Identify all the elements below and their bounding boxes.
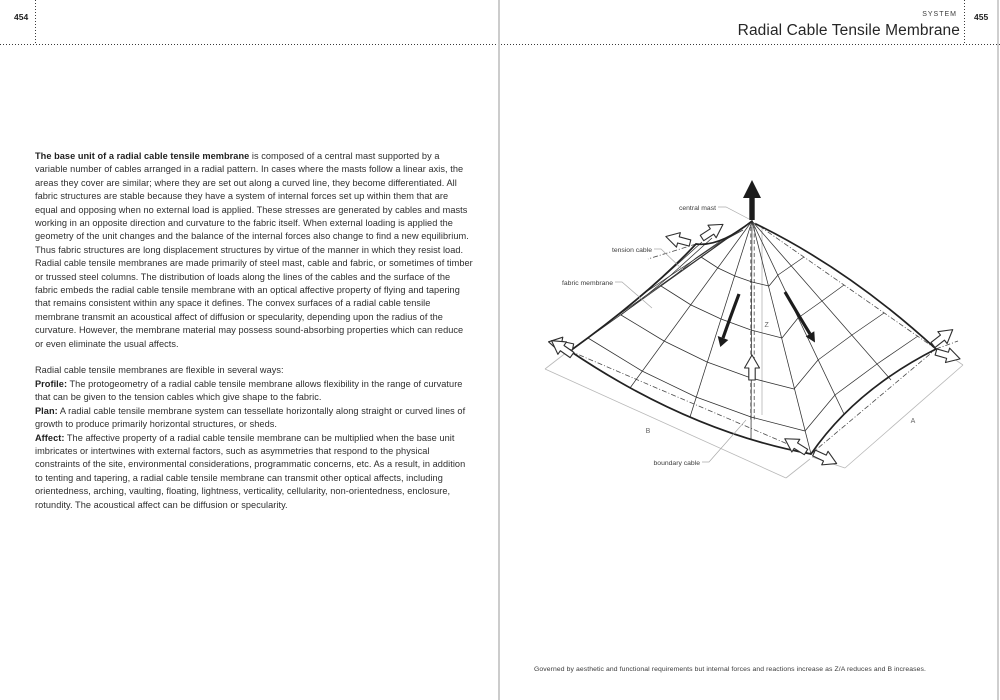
- leader-lines: [615, 207, 749, 462]
- left-folio-divider: [35, 0, 36, 44]
- page-title: Radial Cable Tensile Membrane: [737, 22, 960, 39]
- header-dotted-rule: [0, 44, 1000, 45]
- flex-item: Profile: The protogeometry of a radial cable tensile membrane allows flexibility in the range of curvature that can be given to the tension cables which give shape to the fabric.: [35, 378, 463, 403]
- mast-force-arrow: [743, 180, 761, 220]
- right-folio-divider: [964, 0, 965, 44]
- tensile-membrane-diagram: [530, 170, 990, 490]
- surface-flow-arrows: [718, 292, 815, 347]
- label-boundary-cable: boundary cable: [653, 460, 700, 467]
- arrow-front-left: [781, 432, 810, 458]
- fabric-grid-rings: [588, 230, 918, 431]
- label-central-mast: central mast: [678, 205, 716, 212]
- page-number-left: 454: [14, 12, 29, 22]
- boundary-edges: [570, 221, 936, 454]
- label-dim-b: B: [645, 428, 651, 435]
- label-tension-cable: tension cable: [611, 247, 652, 254]
- section-kicker: SYSTEM: [922, 11, 957, 18]
- page-number-right: 455: [974, 12, 989, 22]
- page-trim-edge: [997, 0, 999, 700]
- page-gutter-divider: [498, 0, 500, 700]
- label-dim-z: Z: [764, 322, 769, 329]
- arrow-back-left: [664, 229, 692, 250]
- paragraph-1: [35, 150, 473, 351]
- diagram-caption: Governed by aesthetic and functional requirements but internal forces and reactions increase as Z/A reduces and B increases.: [533, 666, 927, 673]
- flex-list: [35, 378, 473, 512]
- label-dim-a: A: [910, 418, 916, 425]
- paragraph-1-rest: is composed of a central mast supported by a variable number of cables arranged in a radial pattern. In cases where the masts follow a linear axis, the areas they cover are similar; where they are set out along a curved line, they become differentiated. All fabric structures are stable because they have a system of internal forces set up within them that are equal and opposing when no external load is applied. These stresses are generated by cables and masts working in an opposite direction and curvature to the fabric itself. When external loading is applied the geometry of the unit changes and the balance of the internal forces also change to find a new equilibrium. Thus fabric structures are long displacement structures by virtue of the manner in which they resist load. Radial cable tensile membranes are made primarily of steel mast, cable and fabric, or sometimes of timber or trussed steel columns. The distribution of loads along the lines of the cables and the surface of the fabric embeds the radial cable tensile membrane with an optical affective property of flying and tapering that remains consistent within any space it defines. The convex surfaces of a radial cable tensile membrane transmit an acoustical affect of diffusion or specularity, depending upon the radius of the curvature. However, the membrane material may possess sound-absorbing properties which can reduce or even eliminate the usual affects.: [35, 151, 473, 349]
- paragraph-1-lead: The base unit of a radial cable tensile membrane: [35, 151, 250, 161]
- flex-intro: Radial cable tensile membranes are flexible in several ways:: [35, 365, 284, 376]
- flex-item: Plan: A radial cable tensile membrane system can tessellate horizontally along straight or curved lines of growth to produce primarily horizontal structures, or sheds.: [35, 405, 466, 430]
- label-fabric-membrane: fabric membrane: [562, 280, 613, 287]
- radial-cables: [570, 221, 891, 454]
- flex-item: Affect: The affective property of a radial cable tensile membrane can be multiplied when the base unit imbricates or intertwines with external factors, such as asymmetries that respond to the physical constraints of the site, environmental considerations, programmatic concerns, etc. As a result, in addition to tenting and tapering, a radial cable tensile membrane can transmit other optical affects, including orientedness, arching, vaulting, floating, lightness, verticality, cellularity, non-orientedness, enclosure, rotundity. The acoustical affect can be diffusion or specularity.: [35, 432, 466, 510]
- dashed-chords: [570, 223, 958, 454]
- body-text: [35, 150, 473, 512]
